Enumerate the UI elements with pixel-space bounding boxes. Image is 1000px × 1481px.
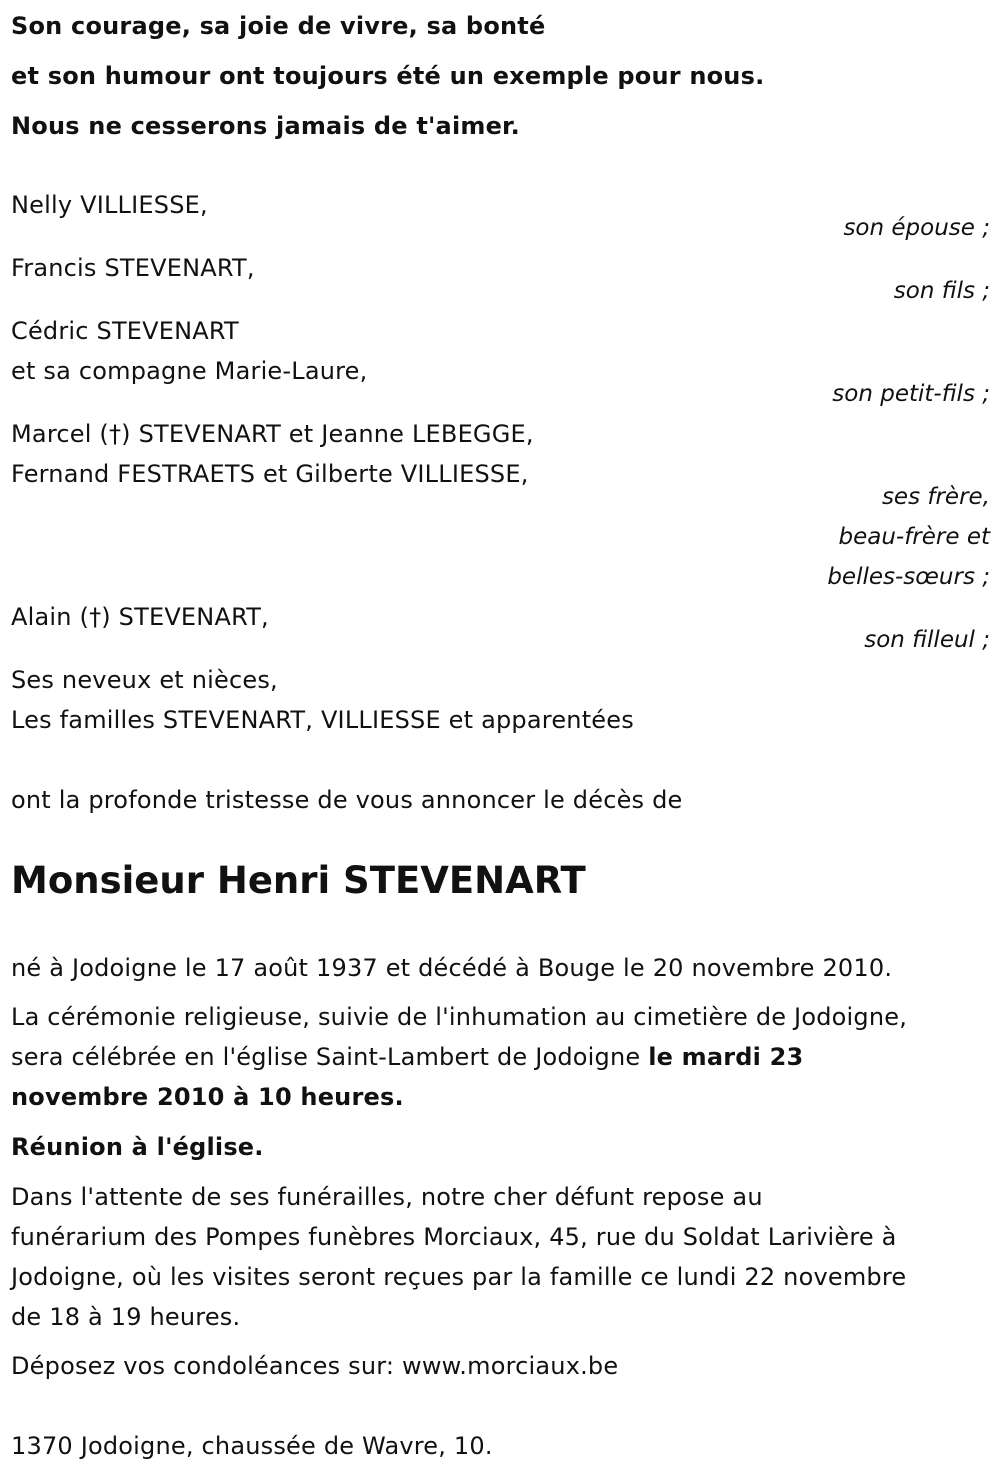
birth-death-line: né à Jodoigne le 17 août 1937 et décédé à Bouge le 20 novembre 2010. [11, 954, 893, 982]
ceremony-line-1: La cérémonie religieuse, suivie de l'inhumation au cimetière de Jodoigne, [11, 1003, 908, 1031]
ceremony-line-2 [11, 1045, 803, 1069]
funeral-line-3: Jodoigne, où les visites seront reçues par la famille ce lundi 22 novembre [11, 1263, 907, 1291]
mourner-nephews: Ses neveux et nièces, [11, 666, 278, 694]
address-line: 1370 Jodoigne, chaussée de Wavre, 10. [11, 1432, 493, 1460]
mourner-cedric-partner: et sa compagne Marie-Laure, [11, 357, 368, 385]
role-spouse: son épouse ; [843, 215, 990, 241]
mourner-alain: Alain (†) STEVENART, [11, 603, 269, 631]
funeral-line-1: Dans l'attente de ses funérailles, notre cher défunt repose au [11, 1183, 763, 1211]
role-godson: son filleul ; [864, 627, 990, 653]
announcement: ont la profonde tristesse de vous annoncer le décès de [11, 786, 683, 814]
ceremony-church: sera célébrée en l'église Saint-Lambert de Jodoigne [11, 1043, 649, 1071]
funeral-line-2: funérarium des Pompes funèbres Morciaux, 45, rue du Soldat Larivière à [11, 1223, 897, 1251]
mourner-francis: Francis STEVENART, [11, 254, 255, 282]
ceremony-time: novembre 2010 à 10 heures. [11, 1083, 404, 1111]
role-siblings-3: belles-sœurs ; [827, 564, 990, 590]
deceased-name: Monsieur Henri STEVENART [11, 859, 586, 902]
mourner-cedric: Cédric STEVENART [11, 317, 239, 345]
role-grandson: son petit-fils ; [832, 381, 990, 407]
mourner-fernand: Fernand FESTRAETS et Gilberte VILLIESSE, [11, 460, 529, 488]
intro-line-2: et son humour ont toujours été un exemple pour nous. [11, 62, 765, 90]
role-siblings-2: beau-frère et [838, 524, 990, 550]
funeral-line-4: de 18 à 19 heures. [11, 1303, 241, 1331]
role-son: son fils ; [893, 278, 990, 304]
intro-line-1: Son courage, sa joie de vivre, sa bonté [11, 12, 546, 40]
ceremony-date: le mardi 23 [648, 1043, 804, 1071]
role-siblings-1: ses frère, [881, 484, 990, 510]
condolences-line: Déposez vos condoléances sur: www.morciaux.be [11, 1352, 619, 1380]
mourner-marcel: Marcel (†) STEVENART et Jeanne LEBEGGE, [11, 420, 534, 448]
mourner-families: Les familles STEVENART, VILLIESSE et apparentées [11, 706, 634, 734]
intro-line-3: Nous ne cesserons jamais de t'aimer. [11, 112, 520, 140]
mourner-nelly: Nelly VILLIESSE, [11, 191, 208, 219]
reunion-note: Réunion à l'église. [11, 1133, 264, 1161]
